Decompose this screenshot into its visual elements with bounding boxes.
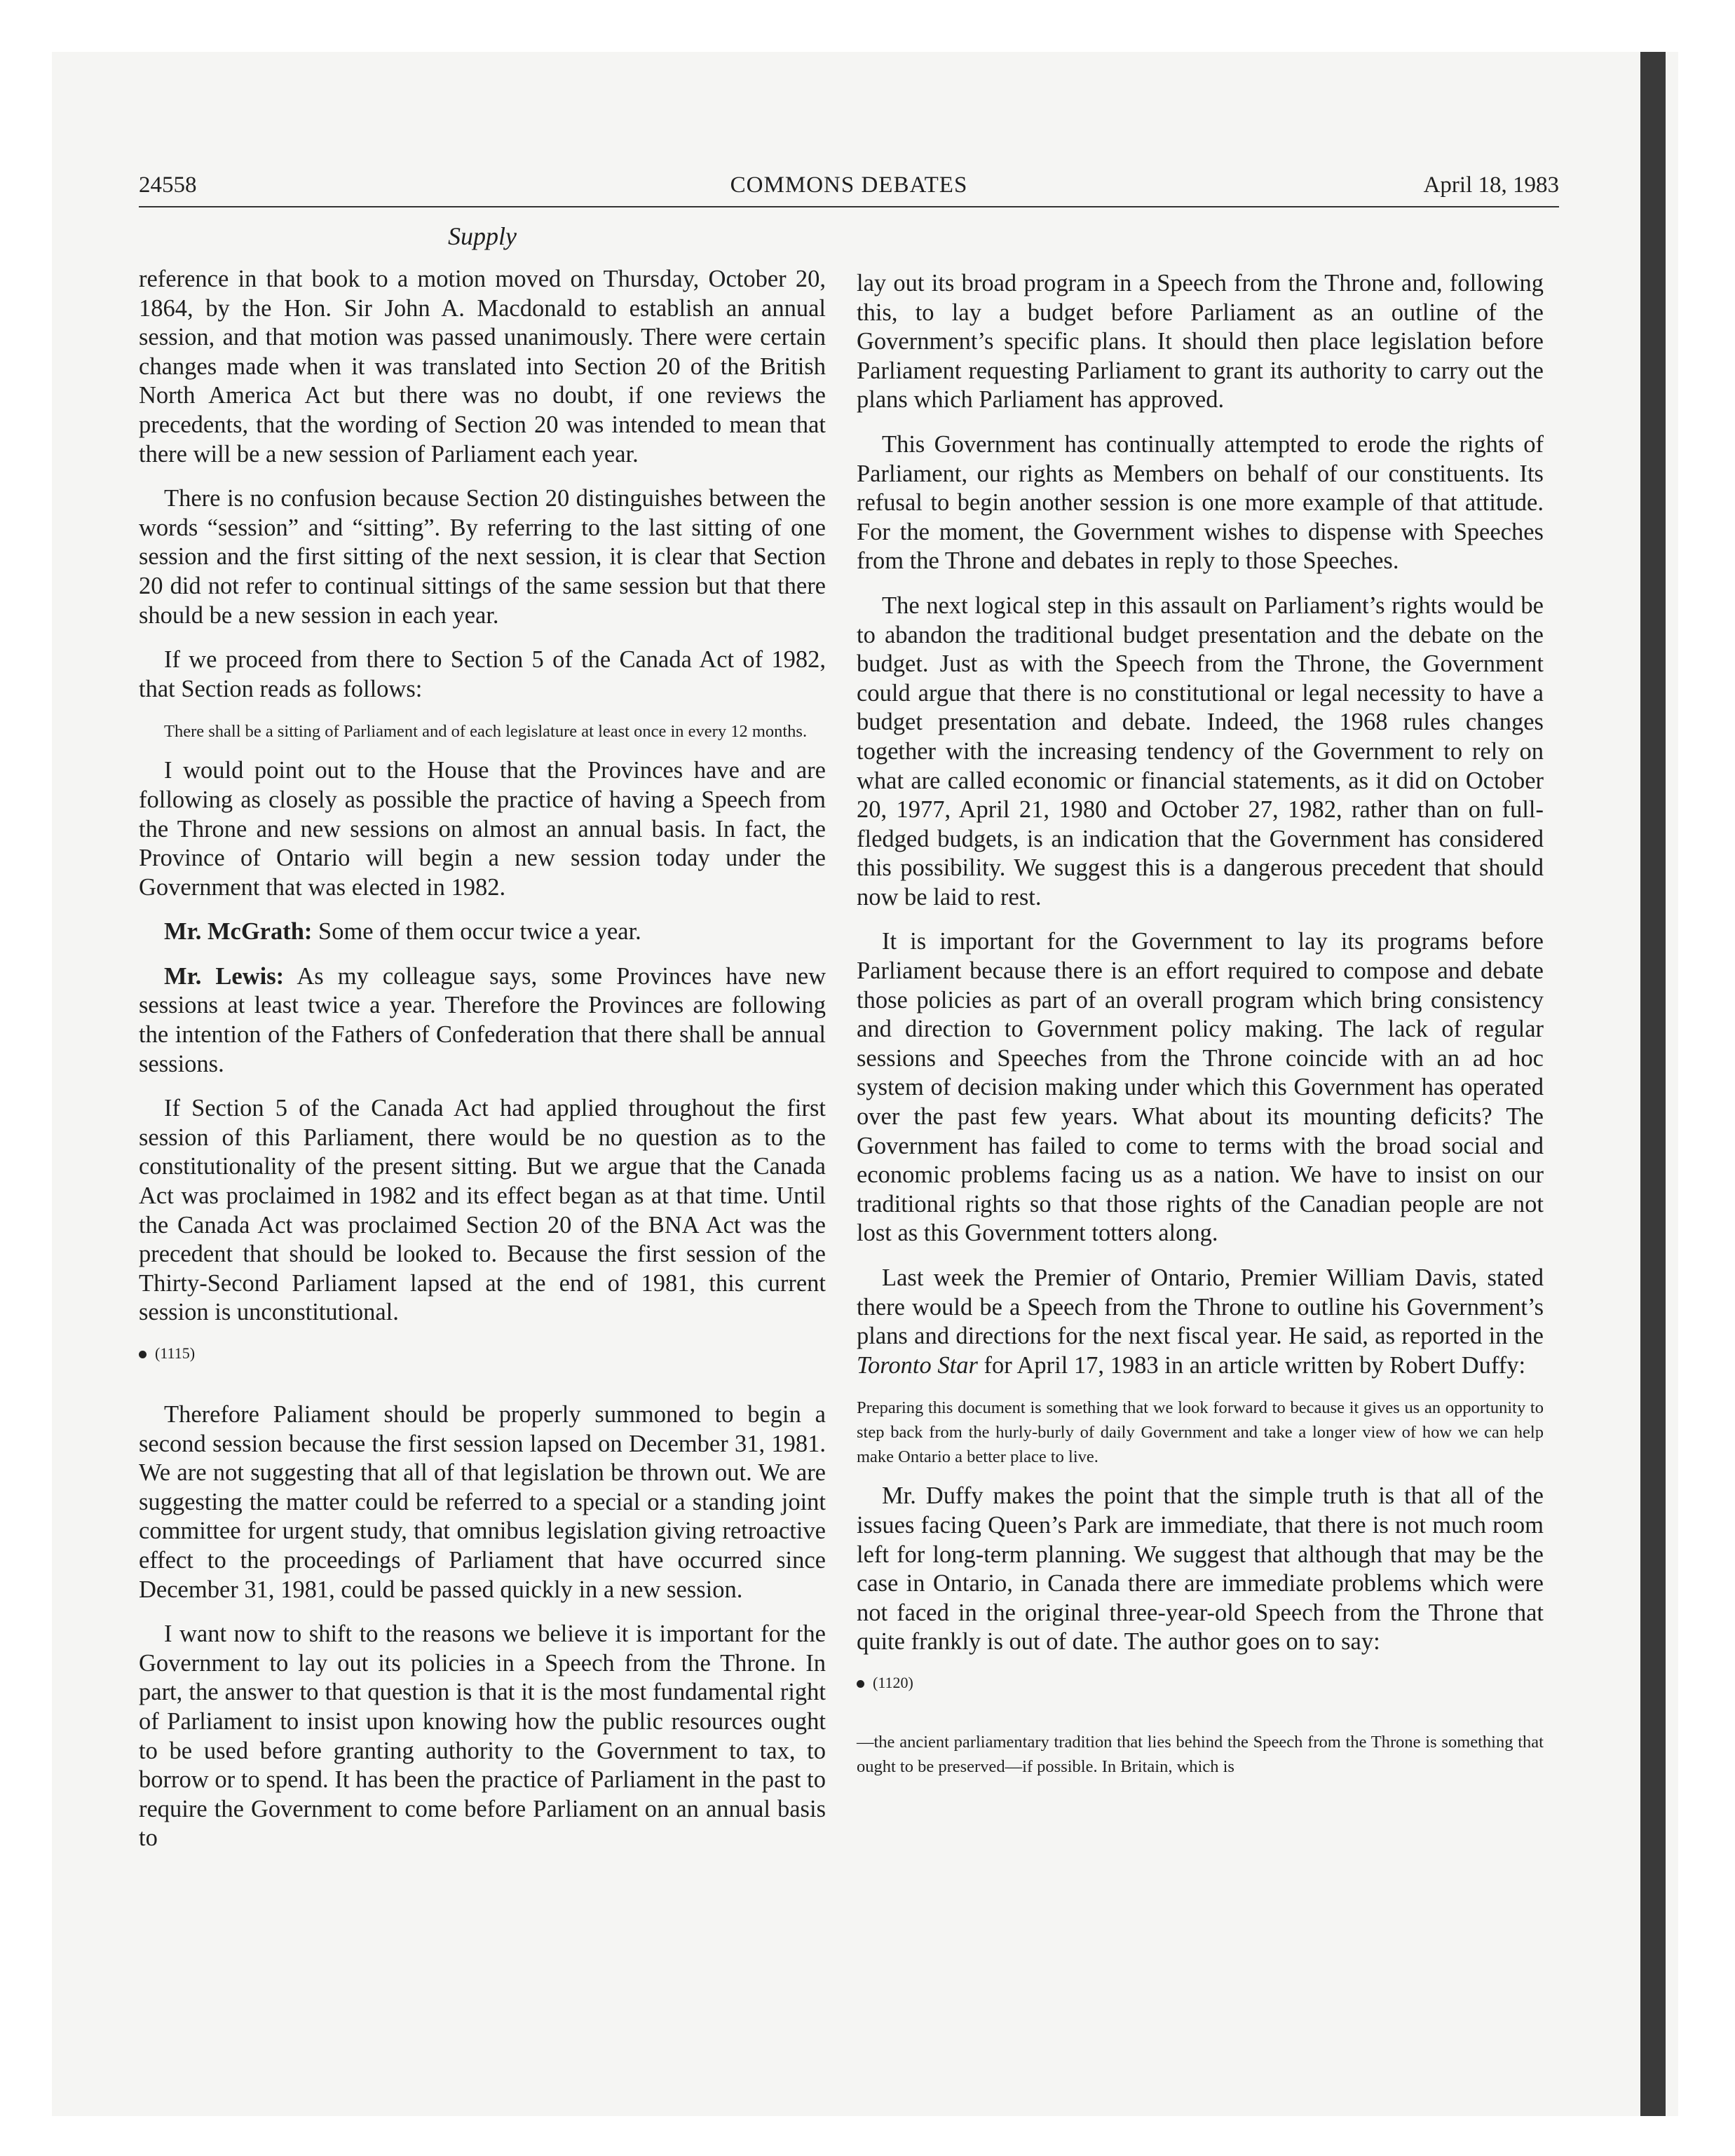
paragraph: If we proceed from there to Section 5 of the Canada Act of 1982, that Section reads as follows:: [139, 646, 826, 702]
scan-edge-shadow: [1640, 52, 1666, 2116]
time-marker-label: (1120): [873, 1673, 913, 1691]
paragraph-text: for April 17, 1983 in an article written by Robert Duffy:: [977, 1351, 1526, 1379]
paragraph: reference in that book to a motion moved on Thursday, October 20, 1864, by the Hon. Sir John A. Macdonald to establish an annual session, and that motion was passed unanimously. There were certain changes made when it was translated into Section 20 of the British North America Act but there was no doubt, if one reviews the precedents, that the wording of Section 20 was intended to mean that there will be a new session of Parliament each year.: [139, 266, 826, 468]
paragraph: I want now to shift to the reasons we believe it is important for the Government to lay out its policies in a Speech from the Throne. In part, the answer to that question is that it is the most fundamental right of Parliament to insist upon knowing how the public resources ought to be used before granting authority to the Government to tax, to borrow or to spend. It has been the practice of Parliament in the past to require the Government to come before Parliament on an annual basis to: [139, 1621, 826, 1852]
speech-text: Some of them occur twice a year.: [312, 918, 641, 946]
speech-paragraph: [139, 962, 826, 1079]
block-quote: There shall be a sitting of Parliament and of each legislature at least once in every 12 months.: [164, 722, 808, 742]
paragraph: Mr. Duffy makes the point that the simple truth is that all of the issues facing Queen’s Park are immediate, that there is not much room left for long-term planning. We suggest that although that may be the case in Ontario, in Canada there are immediate problems which were not faced in the original three-year-old Speech from the Throne that quite frankly is out of date. The author goes on to say:: [857, 1482, 1544, 1656]
block-quote: —the ancient parliamentary tradition that lies behind the Speech from the Throne is something that ought to be preserved—if possible. In Britain, which is: [857, 1732, 1544, 1776]
bullet-icon: [139, 1351, 147, 1358]
speech-text: As my colleague says, some Provinces have new sessions at least twice a year. Therefore the Provinces are following the intention of the Fathers of Confederation that there shall be annual sessions.: [139, 962, 826, 1077]
header-rule: [139, 206, 1559, 207]
paragraph: There is no confusion because Section 20 distinguishes between the words “session” and “sitting”. By referring to the last sitting of one session and the first sitting of the next session, it is clear that Section 20 did not refer to continual sittings of the same session but that there should be a new session in each year.: [139, 485, 826, 629]
left-column: [139, 265, 826, 1869]
paragraph: If Section 5 of the Canada Act had applied throughout the first session of this Parliament, there would be no question as to the constitutionality of the present sitting. But we argue that the Canada Act was proclaimed in 1982 and its effect began as at that time. Until the Canada Act was proclaimed Section 20 of the BNA Act was the precedent that should be looked to. Because the first session of the Thirty-Second Parliament lapsed at the end of 1981, this current session is unconstitutional.: [139, 1095, 826, 1326]
right-column: [857, 269, 1544, 1792]
paragraph: This Government has continually attempted to erode the rights of Parliament, our rights as Members on behalf of our constituents. Its refusal to begin another session is one more example of that attitude. For the moment, the Government wishes to dispense with Speeches from the Throne and debates in reply to those Speeches.: [857, 430, 1544, 575]
paragraph: lay out its broad program in a Speech from the Throne and, following this, to lay a budget before Parliament as an outline of the Government’s specific plans. It should then place legislation before Parliament requesting Parliament to grant its authority to carry out the plans which Parliament has approved.: [857, 270, 1544, 414]
time-marker: [139, 1343, 826, 1364]
time-marker-label: (1115): [155, 1344, 196, 1362]
paragraph: It is important for the Government to lay its programs before Parliament because there is an effort required to compose and debate those policies as part of an overall program which bring consistency and direction to Government policy making. The lack of regular sessions and Speeches from the Throne coincide with an ad hoc system of decision making under which this Government has operated over the past few years. What about its mounting deficits? The Government has failed to come to terms with the broad social and economic problems facing us as a nation. We have to insist on our traditional rights so that those rights of the Canadian people are not lost as this Government totters along.: [857, 928, 1544, 1247]
paragraph: The next logical step in this assault on Parliament’s rights would be to abandon the traditional budget presentation and the debate on the budget. Just as with the Speech from the Throne, the Government could argue that there is no constitutional or legal necessity to have a budget presentation and debate. Indeed, the 1968 rules changes together with the increasing tendency of the Government to rely on what are called economic or financial statements, as it did on October 20, 1977, April 21, 1980 and October 27, 1982, rather than on full-fledged budgets, is an indication that the Government has considered this possibility. We suggest this is a dangerous precedent that should now be laid to rest.: [857, 592, 1544, 910]
paragraph: Therefore Paliament should be properly summoned to begin a second session because the first session lapsed on December 31, 1981. We are not suggesting that all of that legislation be thrown out. We are suggesting the matter could be referred to a special or a standing joint committee for urgent study, that omnibus legislation giving retroactive effect to the proceedings of Parliament that have occurred since December 31, 1981, could be passed quickly in a new session.: [139, 1401, 826, 1603]
newspaper-title: Toronto Star: [857, 1351, 978, 1379]
paragraph: [857, 1264, 1544, 1380]
bullet-icon: [857, 1680, 864, 1688]
journal-title: COMMONS DEBATES: [730, 172, 968, 198]
time-marker: [857, 1672, 1544, 1693]
speech-paragraph: [139, 917, 826, 947]
page-header: [139, 172, 1559, 207]
page-number: 24558: [139, 172, 197, 198]
block-quote: Preparing this document is something that we look forward to because it gives us an opportunity to step back from the hurly-burly of daily Government and take a longer view of how we can help make Ontario a better place to live.: [857, 1398, 1544, 1467]
paragraph-text: Last week the Premier of Ontario, Premier William Davis, stated there would be a Speech from the Throne to outline his Government’s plans and directions for the next fiscal year. He said, as reported in the: [857, 1264, 1544, 1350]
speaker-name: Mr. McGrath:: [164, 918, 313, 946]
section-heading: Supply: [448, 222, 517, 250]
paragraph: I would point out to the House that the Provinces have and are following as closely as possible the practice of having a Speech from the Throne and new sessions on almost an annual basis. In fact, the Province of Ontario will begin a new session today under the Government that was elected in 1982.: [139, 757, 826, 901]
page-date: April 18, 1983: [1423, 172, 1559, 198]
speaker-name: Mr. Lewis:: [164, 962, 285, 990]
